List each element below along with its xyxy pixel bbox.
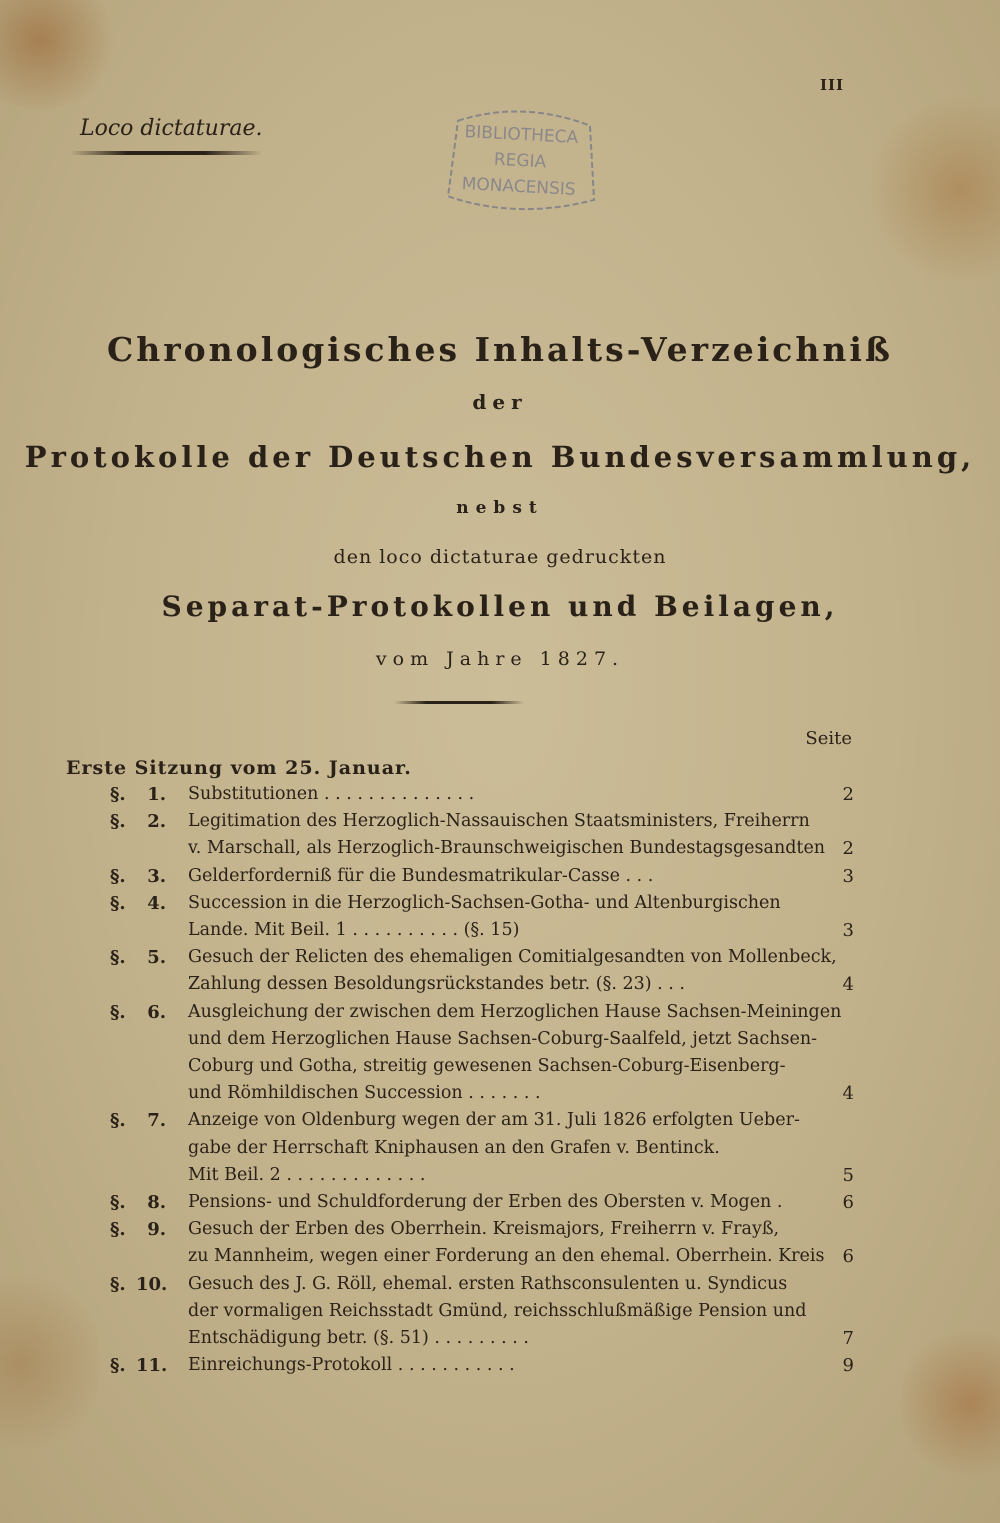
toc-entry-text-line: Entschädigung betr. (§. 51) . . . . . . . . . (188, 1328, 529, 1348)
toc-entry-text-line: Ausgleichung der zwischen dem Herzoglichen Hause Sachsen-Meiningen (188, 1001, 842, 1022)
toc-entry-text-line: Pensions- und Schuldforderung der Erben des Obersten v. Mogen . (188, 1192, 783, 1212)
toc-entry-page-number: 6 (842, 1246, 854, 1268)
loco-dictaturae-label: Loco dictaturae. (80, 116, 263, 141)
toc-entry-paragraph-sign: §. (110, 892, 126, 914)
toc-entry-number: 1. (147, 784, 166, 805)
toc-entry-page-number: 2 (842, 784, 854, 805)
toc-entry-number: 9. (147, 1219, 166, 1241)
toc-entry-text-line: Gesuch des J. G. Röll, ehemal. ersten Rathsconsulenten u. Syndicus (188, 1273, 788, 1294)
toc-entry-page-number: 5 (842, 1164, 854, 1186)
toc-entry-text-line: Einreichungs-Protokoll . . . . . . . . . . . (188, 1355, 515, 1376)
toc-entry-page-number: 4 (842, 974, 854, 996)
toc-entry-number: 6. (147, 1001, 166, 1023)
age-stain (870, 90, 1000, 290)
toc-entry-paragraph-sign: §. (110, 811, 126, 833)
title-line-4: nebst (456, 498, 544, 518)
toc-entry-text-line: Zahlung dessen Besoldungsrückstandes betr. (§. 23) . . . (188, 974, 685, 995)
toc-entry-paragraph-sign: §. (110, 1110, 126, 1132)
toc-entry-text-line: der vormaligen Reichsstadt Gmünd, reichsschlußmäßige Pension und (188, 1300, 807, 1321)
toc-entry-paragraph-sign: §. (110, 1192, 126, 1213)
toc-entry-text-line: Coburg und Gotha, streitig gewesenen Sachsen-Coburg-Eisenberg- (188, 1056, 786, 1076)
toc-entry-page-number: 2 (842, 838, 854, 860)
toc-entry-page-number: 7 (842, 1328, 854, 1349)
toc-entry-page-number: 3 (842, 865, 854, 887)
title-line-5: den loco dictaturae gedruckten (333, 546, 667, 568)
toc-entry-number: 5. (147, 947, 166, 969)
toc-entry-paragraph-sign: §. (110, 1219, 126, 1241)
title-divider-rule (394, 701, 524, 704)
toc-entry-paragraph-sign: §. (110, 865, 126, 887)
toc-entry-page-number: 6 (842, 1192, 854, 1213)
age-stain (900, 1323, 1000, 1483)
toc-entry-text-line: Gesuch der Erben des Oberrhein. Kreismajors, Freiherrn v. Frayß, (188, 1219, 780, 1240)
stamp-line: MONACENSIS (461, 173, 577, 200)
page-column-header: Seite (805, 728, 852, 749)
toc-entry-text-line: Gesuch der Relicten des ehemaligen Comitialgesandten von Mollenbeck, (188, 947, 837, 968)
toc-entry-text-line: gabe der Herrschaft Kniphausen an den Grafen v. Bentinck. (188, 1137, 720, 1158)
title-line-2: der (472, 390, 528, 414)
toc-entry-text-line: Legitimation des Herzoglich-Nassauischen Staatsministers, Freiherrn (188, 811, 810, 832)
toc-entry-text-line: und dem Herzoglichen Hause Sachsen-Coburg-Saalfeld, jetzt Sachsen- (188, 1028, 818, 1049)
page-number: III (820, 76, 845, 94)
toc-entry-page-number: 3 (842, 920, 854, 941)
toc-entry-paragraph-sign: §. (110, 1001, 126, 1023)
loco-underline-rule (70, 151, 262, 155)
title-line-6: Separat-Protokollen und Beilagen, (161, 590, 839, 623)
title-line-3: Protokolle der Deutschen Bundesversammlung, (24, 440, 976, 474)
stamp-line: REGIA (493, 149, 547, 173)
stamp-line: BIBLIOTHECA (464, 122, 579, 148)
toc-entry-page-number: 9 (842, 1355, 854, 1377)
toc-entry-paragraph-sign: §. (110, 1355, 126, 1377)
toc-entry-number: 7. (147, 1110, 166, 1132)
toc-entry-text-line: zu Mannheim, wegen einer Forderung an den ehemal. Oberrhein. Kreis (188, 1246, 825, 1267)
toc-entry-number: 4. (147, 892, 166, 914)
toc-entry-text-line: und Römhildischen Succession . . . . . . . (188, 1083, 541, 1104)
toc-entry-number: 10. (136, 1273, 168, 1295)
toc-entry-text-line: v. Marschall, als Herzoglich-Braunschweigischen Bundestagsgesandten (188, 838, 826, 859)
library-stamp (435, 100, 605, 222)
title-line-1: Chronologisches Inhalts-Verzeichniß (107, 330, 893, 369)
toc-entry-number: 11. (136, 1355, 168, 1377)
toc-entry-number: 8. (147, 1192, 166, 1213)
title-line-7: vom Jahre 1827. (375, 648, 625, 670)
toc-entry-text-line: Anzeige von Oldenburg wegen der am 31. Juli 1826 erfolgten Ueber- (188, 1110, 800, 1131)
age-stain (0, 1263, 100, 1463)
toc-entry-paragraph-sign: §. (110, 947, 126, 969)
session-heading: Erste Sitzung vom 25. Januar. (66, 757, 412, 779)
toc-entry-text-line: Substitutionen . . . . . . . . . . . . . . (188, 784, 475, 804)
toc-entry-text-line: Succession in die Herzoglich-Sachsen-Gotha- und Altenburgischen (188, 892, 781, 913)
toc-entry-text-line: Mit Beil. 2 . . . . . . . . . . . . . (188, 1164, 426, 1185)
toc-entry-page-number: 4 (842, 1083, 854, 1105)
toc-entry-text-line: Gelderforderniß für die Bundesmatrikular-Casse . . . (188, 865, 654, 886)
toc-entry-paragraph-sign: §. (110, 784, 126, 805)
toc-entry-text-line: Lande. Mit Beil. 1 . . . . . . . . . . (§. 15) (188, 920, 520, 940)
toc-entry-number: 2. (147, 811, 166, 833)
toc-entry-number: 3. (147, 865, 166, 887)
toc-entry-paragraph-sign: §. (110, 1273, 126, 1295)
age-stain (0, 0, 120, 110)
